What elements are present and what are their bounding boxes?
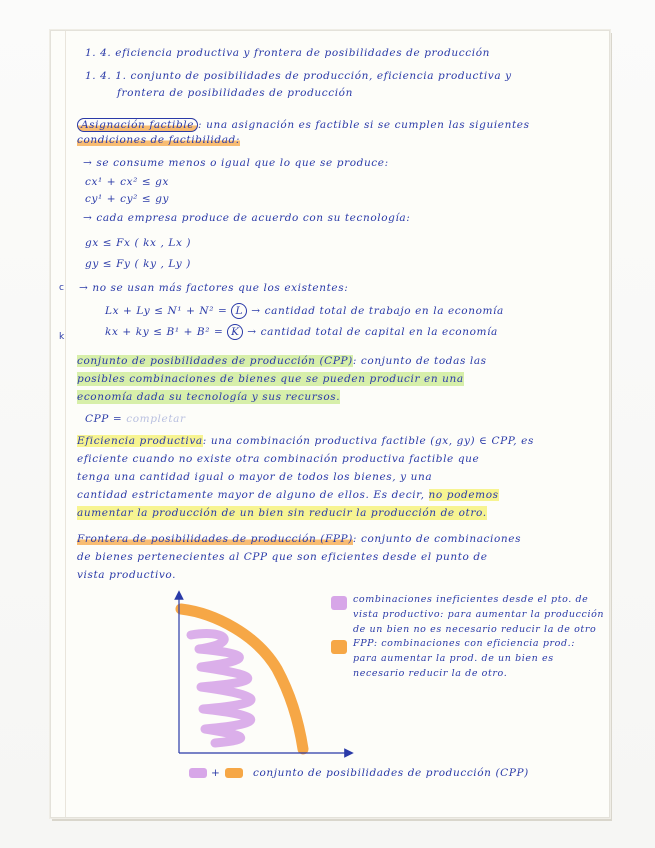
efficiency-line-5: aumentar la producción de un bien sin reducir la producción de otro.	[77, 507, 487, 519]
efficiency-line-3: tenga una cantidad igual o mayor de todos los bienes, y una	[77, 471, 433, 483]
cpp-line-3: economía dada su tecnología y sus recursos.	[77, 391, 341, 403]
labor-circle: L	[231, 303, 247, 319]
equation-x: cx¹ + cx² ≤ gx	[85, 176, 170, 188]
capital-sum: kx + ky ≤ B¹ + B² =	[105, 326, 224, 338]
ppf-diagram	[159, 587, 359, 759]
legend-inefficient-3: de un bien no es necesario reducir la de otro	[353, 624, 597, 635]
equation-fy: gy ≤ Fy ( ky , Ly )	[85, 258, 191, 270]
capital-note: → cantidad total de capital en la economía	[247, 326, 498, 338]
heading-subsection-cont: frontera de posibilidades de producción	[117, 87, 353, 99]
heading-section: 1. 4. eficiencia productiva y frontera de posibilidades de producción	[85, 47, 490, 59]
legend-inefficient-1: combinaciones ineficientes desde el pto. de	[353, 594, 589, 605]
legend-inefficient-2: vista productivo: para aumentar la producción	[353, 609, 605, 620]
efficiency-line-1	[77, 434, 534, 448]
capital-circle: K	[227, 324, 243, 340]
labor-note: → cantidad total de trabajo en la economía	[251, 305, 504, 317]
fpp-term: Frontera de posibilidades de producción (FPP)	[77, 533, 353, 545]
heading-subsection: 1. 4. 1. conjunto de posibilidades de producción, eficiencia productiva y	[85, 70, 512, 82]
equation-capital	[105, 324, 498, 340]
fpp-text-1: : conjunto de combinaciones	[352, 533, 522, 545]
legend-frontier-1: FPP: combinaciones con eficiencia prod.:	[353, 638, 576, 649]
legend-frontier-2: para aumentar la prod. de un bien es	[353, 653, 554, 664]
bottom-cpp-label: conjunto de posibilidades de producción (CPP)	[253, 767, 529, 779]
cpp-text-1: : conjunto de todas las	[352, 355, 487, 367]
cpp-term: conjunto de posibilidades de producción (CPP)	[77, 355, 353, 367]
cpp-equation-label: CPP =	[85, 413, 123, 425]
equation-y: cy¹ + cy² ≤ gy	[85, 193, 170, 205]
legend-swatch-frontier	[331, 640, 347, 654]
cpp-line-1	[77, 354, 487, 368]
fpp-line-3: vista productivo.	[77, 569, 177, 581]
condition-technology: → cada empresa produce de acuerdo con su tecnología:	[83, 212, 411, 224]
notebook-page	[50, 30, 610, 818]
cpp-equation-placeholder: completar	[126, 413, 186, 425]
margin-note-k: k	[59, 332, 65, 342]
cpp-equation	[85, 412, 186, 426]
margin-note-c: c	[59, 283, 64, 293]
legend-swatch-inefficient	[331, 596, 347, 610]
efficiency-text-1: : una combinación productiva factible (gx, gy) ∈ CPP, es	[202, 435, 534, 447]
asignacion-text: : una asignación es factible si se cumplen las siguientes	[198, 119, 530, 131]
fpp-line-1	[77, 532, 521, 546]
efficiency-term: Eficiencia productiva	[77, 435, 203, 447]
asignacion-line-2	[77, 133, 240, 147]
bottom-swatch-orange	[225, 768, 243, 778]
equation-labor	[105, 303, 504, 319]
fpp-line-2: de bienes pertenecientes al CPP que son eficientes desde el punto de	[77, 551, 488, 563]
legend-frontier-3: necesario reducir la de otro.	[353, 668, 508, 679]
condition-factors: → no se usan más factores que los existentes:	[79, 282, 349, 294]
bottom-swatch-lilac	[189, 768, 207, 778]
condition-consumption: → se consume menos o igual que lo que se produce:	[83, 157, 389, 169]
efficiency-text-4-highlight: no podemos	[428, 489, 499, 501]
labor-sum: Lx + Ly ≤ N¹ + N² =	[105, 305, 228, 317]
asignacion-text-2: condiciones de factibilidad:	[77, 134, 241, 146]
efficiency-line-2: eficiente cuando no existe otra combinación productiva factible que	[77, 453, 480, 465]
asignacion-line	[77, 118, 530, 132]
efficiency-text-4: cantidad estrictamente mayor de alguno de ellos. Es decir,	[77, 489, 425, 501]
cpp-interior-fill	[191, 634, 251, 743]
cpp-line-2: posibles combinaciones de bienes que se pueden producir en una	[77, 373, 464, 385]
bottom-plus: +	[211, 767, 221, 779]
efficiency-line-4	[77, 488, 499, 502]
equation-fx: gx ≤ Fx ( kx , Lx )	[85, 237, 192, 249]
asignacion-term: Asignación factible	[77, 118, 198, 132]
